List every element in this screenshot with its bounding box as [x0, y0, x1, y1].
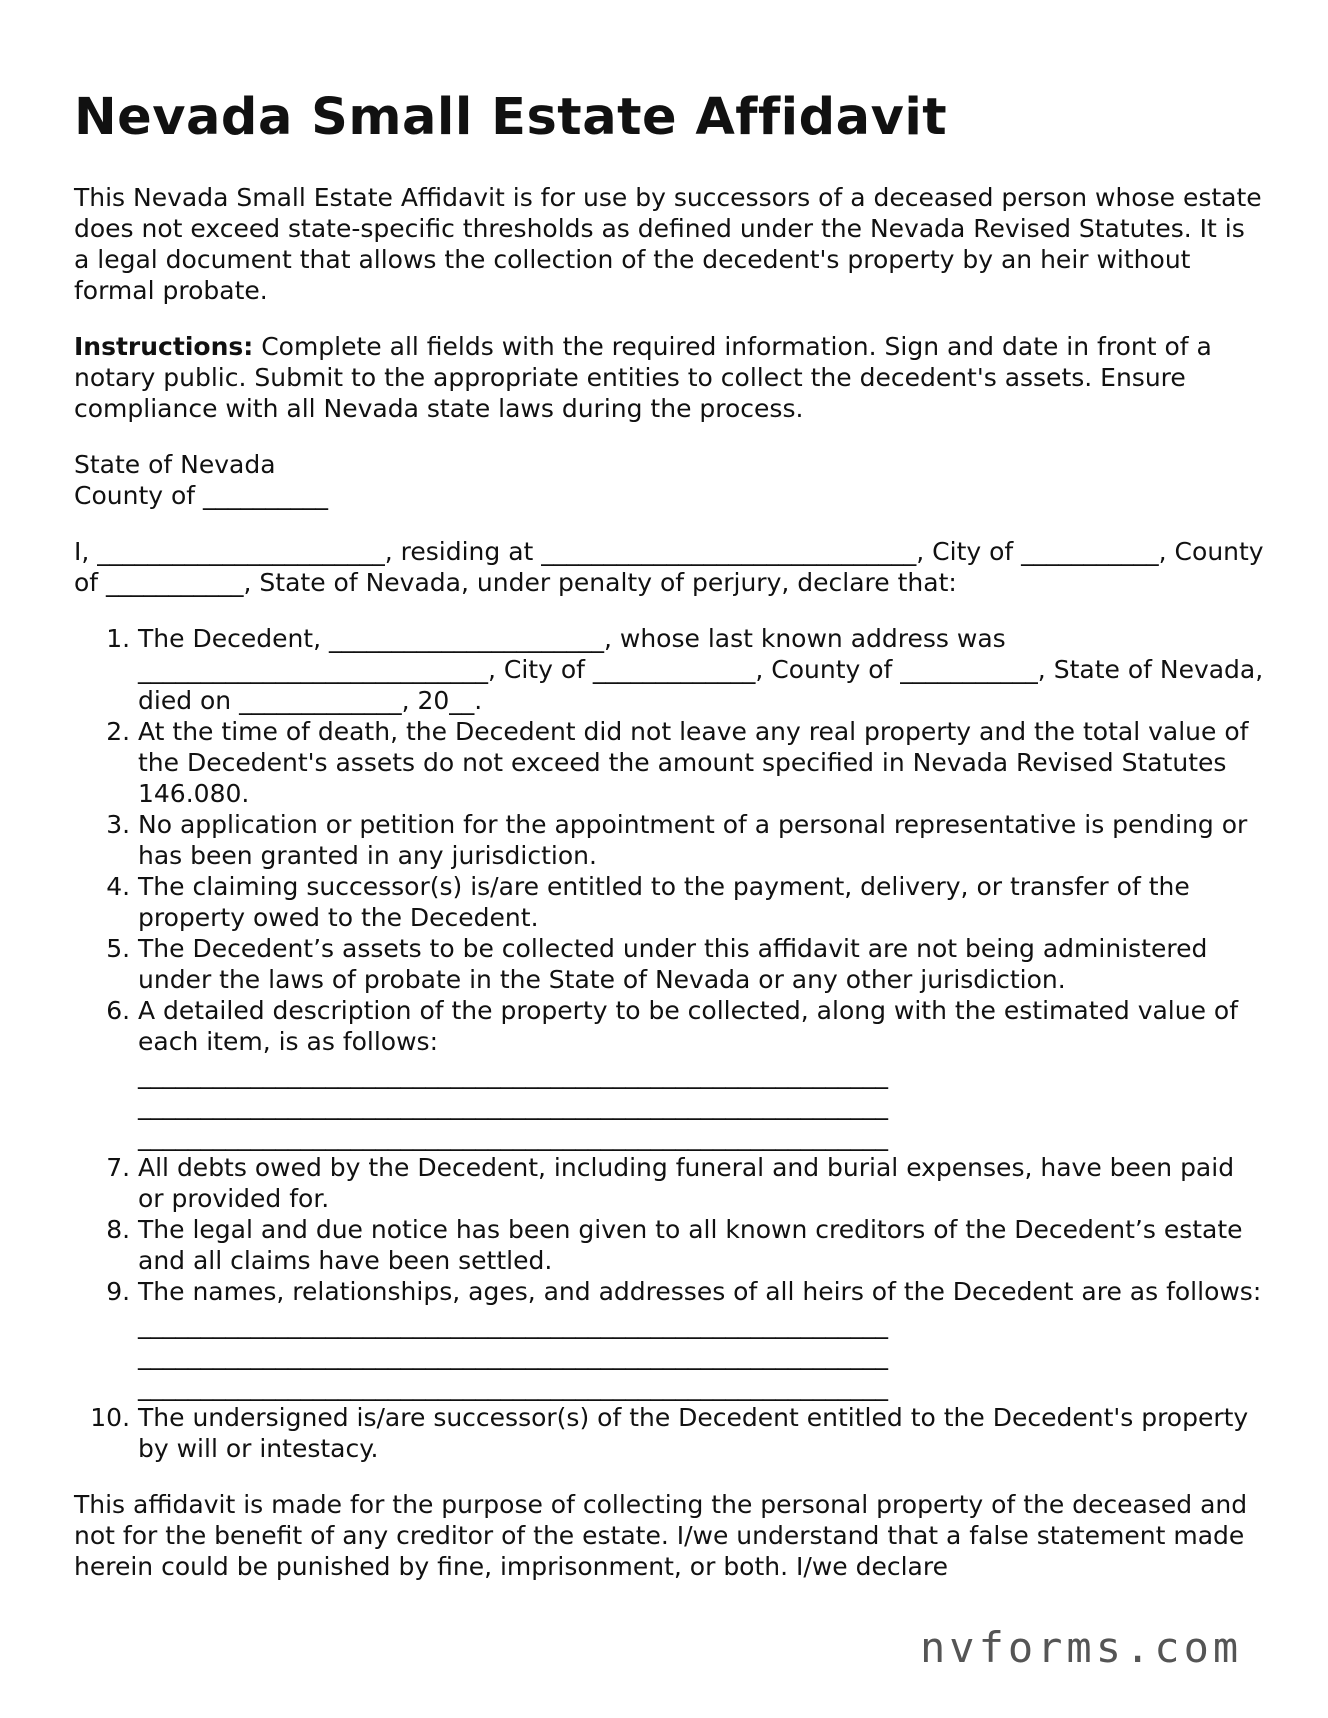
- list-item: [138, 1276, 1264, 1402]
- blank-fill-line: ____________________________________________________________: [138, 1341, 888, 1370]
- item-text: The Decedent’s assets to be collected under this affidavit are not being administered under the laws of probate in the State of Nevada or any other jurisdiction.: [138, 934, 1208, 994]
- declaration-paragraph: I, _______________________, residing at ______________________________, City of ___________, County of ___________, State of Nevada, under penalty of perjury, declare that:: [74, 537, 1264, 597]
- instructions-label: Instructions:: [74, 332, 254, 361]
- item-text: No application or petition for the appointment of a personal representative is pending or has been granted in any jurisdiction.: [138, 810, 1248, 870]
- item-text: All debts owed by the Decedent, including funeral and burial expenses, have been paid or provided for.: [138, 1153, 1235, 1213]
- state-line: State of Nevada: [74, 450, 276, 479]
- list-item: [138, 933, 1264, 995]
- item-text: The Decedent, ______________________, whose last known address was ____________________________, City of _____________, County of ___________, State of Nevada, died on _____________, 20__.: [138, 624, 1264, 715]
- item-text: At the time of death, the Decedent did not leave any real property and the total value of the Decedent's assets do not exceed the amount specified in Nevada Revised Statutes 146.080.: [138, 717, 1249, 808]
- blank-fill-line: ____________________________________________________________: [138, 1310, 888, 1339]
- item-text: The names, relationships, ages, and addresses of all heirs of the Decedent are as follows:: [138, 1277, 1262, 1306]
- blank-fill-line: ____________________________________________________________: [138, 1060, 888, 1089]
- list-item: [138, 716, 1264, 809]
- item-text: The undersigned is/are successor(s) of the Decedent entitled to the Decedent's property by will or intestacy.: [138, 1403, 1249, 1463]
- item-text: A detailed description of the property to be collected, along with the estimated value of each item, is as follows:: [138, 996, 1239, 1056]
- blank-fill-line: ____________________________________________________________: [138, 1091, 888, 1120]
- county-line: County of __________: [74, 481, 329, 510]
- document-title: Nevada Small Estate Affidavit: [74, 88, 948, 147]
- affidavit-page: [74, 88, 1264, 1607]
- item-text: The claiming successor(s) is/are entitled to the payment, delivery, or transfer of the property owed to the Decedent.: [138, 872, 1190, 932]
- list-item: [138, 995, 1264, 1152]
- intro-paragraph: This Nevada Small Estate Affidavit is for use by successors of a deceased person whose estate does not exceed state-specific thresholds as defined under the Nevada Revised Statutes. It is a legal document that allows the collection of the decedent's property by an heir without formal probate.: [74, 183, 1262, 305]
- closing-paragraph: This affidavit is made for the purpose of collecting the personal property of the deceased and not for the benefit of any creditor of the estate. I/we understand that a false statement made herein could be punished by fine, imprisonment, or both. I/we declare: [74, 1490, 1248, 1581]
- blank-fill-line: ____________________________________________________________: [138, 1372, 888, 1401]
- property-description-lines: [138, 1059, 1264, 1152]
- list-item: [138, 809, 1264, 871]
- watermark: nvforms.com: [920, 1623, 1243, 1672]
- list-item: [138, 871, 1264, 933]
- affidavit-items-list: [74, 623, 1264, 1464]
- venue-block: [74, 449, 1264, 511]
- list-item: [138, 623, 1264, 716]
- list-item: [138, 1214, 1264, 1276]
- heirs-lines: [138, 1309, 1264, 1402]
- instructions-paragraph: [74, 331, 1264, 424]
- list-item: [138, 1152, 1264, 1214]
- instructions-text: Complete all fields with the required information. Sign and date in front of a notary public. Submit to the appropriate entities to collect the decedent's assets. Ensure compliance with all Nevada state laws during the process.: [74, 332, 1212, 423]
- item-text: The legal and due notice has been given to all known creditors of the Decedent’s estate and all claims have been settled.: [138, 1215, 1243, 1275]
- blank-fill-line: ____________________________________________________________: [138, 1122, 888, 1151]
- list-item: [138, 1402, 1264, 1464]
